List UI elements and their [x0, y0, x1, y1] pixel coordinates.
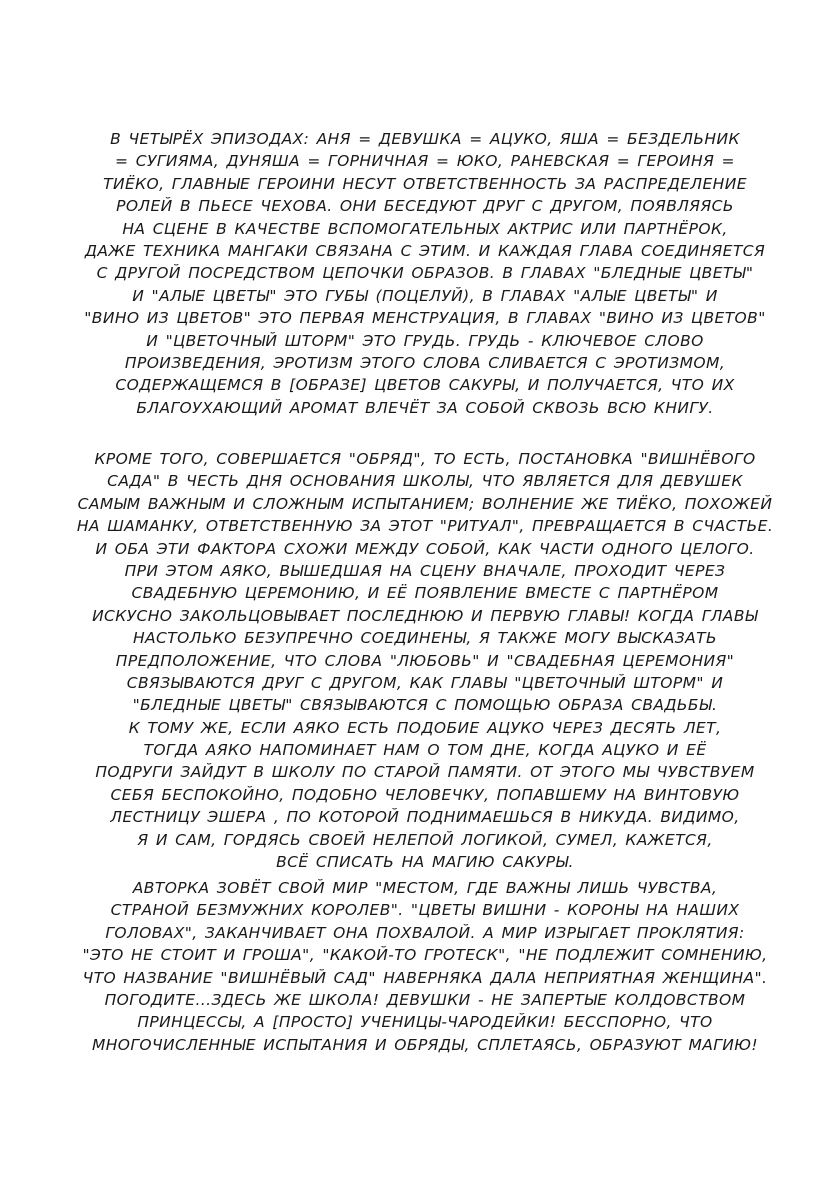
- text-line: ЧТО НАЗВАНИЕ "ВИШНЁВЫЙ САД" НАВЕРНЯКА ДАЛА НЕПРИЯТНАЯ ЖЕНЩИНА".: [82, 968, 768, 987]
- paragraph-1: [60, 128, 790, 419]
- text-line: САДА" В ЧЕСТЬ ДНЯ ОСНОВАНИЯ ШКОЛЫ, ЧТО ЯВЛЯЕТСЯ ДЛЯ ДЕВУШЕК: [107, 472, 743, 491]
- text-line: ПРИНЦЕССЫ, А [ПРОСТО] УЧЕНИЦЫ-ЧАРОДЕЙКИ! БЕССПОРНО, ЧТО: [137, 1013, 713, 1032]
- text-line: РОЛЕЙ В ПЬЕСЕ ЧЕХОВА. ОНИ БЕСЕДУЮТ ДРУГ С ДРУГОМ, ПОЯВЛЯЯСЬ: [116, 197, 734, 216]
- text-line: СТРАНОЙ БЕЗМУЖНИХ КОРОЛЕВ". "ЦВЕТЫ ВИШНИ - КОРОНЫ НА НАШИХ: [110, 901, 740, 920]
- text-line: СОДЕРЖАЩЕМСЯ В [ОБРАЗЕ] ЦВЕТОВ САКУРЫ, И ПОЛУЧАЕТСЯ, ЧТО ИХ: [115, 376, 735, 395]
- text-line: ПРОИЗВЕДЕНИЯ, ЭРОТИЗМ ЭТОГО СЛОВА СЛИВАЕТСЯ С ЭРОТИЗМОМ,: [124, 353, 726, 372]
- text-line: НАСТОЛЬКО БЕЗУПРЕЧНО СОЕДИНЕНЫ, Я ТАКЖЕ МОГУ ВЫСКАЗАТЬ: [132, 629, 718, 648]
- text-line: "БЛЕДНЫЕ ЦВЕТЫ" СВЯЗЫВАЮТСЯ С ПОМОЩЬЮ ОБРАЗА СВАДЬБЫ.: [132, 696, 718, 715]
- text-line: АВТОРКА ЗОВЁТ СВОЙ МИР "МЕСТОМ, ГДЕ ВАЖНЫ ЛИШЬ ЧУВСТВА,: [132, 879, 718, 897]
- text-line: СЕБЯ БЕСПОКОЙНО, ПОДОБНО ЧЕЛОВЕЧКУ, ПОПАВШЕМУ НА ВИНТОВУЮ: [110, 785, 740, 804]
- paragraph-2: [60, 448, 790, 873]
- text-line: И ОБА ЭТИ ФАКТОРА СХОЖИ МЕЖДУ СОБОЙ, КАК ЧАСТИ ОДНОГО ЦЕЛОГО.: [95, 539, 755, 558]
- text-line: ВСЁ СПИСАТЬ НА МАГИЮ САКУРЫ.: [276, 853, 574, 872]
- text-line: ТОГДА АЯКО НАПОМИНАЕТ НАМ О ТОМ ДНЕ, КОГДА АЦУКО И ЕЁ: [143, 741, 707, 760]
- text-line: И "АЛЫЕ ЦВЕТЫ" ЭТО ГУБЫ (ПОЦЕЛУЙ), В ГЛАВАХ "АЛЫЕ ЦВЕТЫ" И: [132, 286, 718, 305]
- text-line: ПРЕДПОЛОЖЕНИЕ, ЧТО СЛОВА "ЛЮБОВЬ" И "СВАДЕБНАЯ ЦЕРЕМОНИЯ": [115, 651, 735, 670]
- text-line: СВЯЗЫВАЮТСЯ ДРУГ С ДРУГОМ, КАК ГЛАВЫ "ЦВЕТОЧНЫЙ ШТОРМ" И: [126, 673, 724, 692]
- text-line: "ЭТО НЕ СТОИТ И ГРОША", "КАКОЙ-ТО ГРОТЕСК", "НЕ ПОДЛЕЖИТ СОМНЕНИЮ,: [82, 946, 768, 965]
- text-line: САМЫМ ВАЖНЫМ И СЛОЖНЫМ ИСПЫТАНИЕМ; ВОЛНЕНИЕ ЖЕ ТИЁКО, ПОХОЖЕЙ: [77, 494, 773, 513]
- text-line: ЛЕСТНИЦУ ЭШЕРА , ПО КОТОРОЙ ПОДНИМАЕШЬСЯ В НИКУДА. ВИДИМО,: [110, 808, 740, 827]
- text-line: СВАДЕБНУЮ ЦЕРЕМОНИЮ, И ЕЁ ПОЯВЛЕНИЕ ВМЕСТЕ С ПАРТНЁРОМ: [131, 584, 719, 603]
- text-line: = СУГИЯМА, ДУНЯША = ГОРНИЧНАЯ = ЮКО, РАНЕВСКАЯ = ГЕРОИНЯ =: [115, 152, 735, 171]
- text-line: Я И САМ, ГОРДЯСЬ СВОЕЙ НЕЛЕПОЙ ЛОГИКОЙ, СУМЕЛ, КАЖЕТСЯ,: [137, 830, 713, 849]
- text-line: И "ЦВЕТОЧНЫЙ ШТОРМ" ЭТО ГРУДЬ. ГРУДЬ - КЛЮЧЕВОЕ СЛОВО: [146, 331, 704, 350]
- text-line: БЛАГОУХАЮЩИЙ АРОМАТ ВЛЕЧЁТ ЗА СОБОЙ СКВОЗЬ ВСЮ КНИГУ.: [136, 398, 714, 417]
- text-line: ТИЁКО, ГЛАВНЫЕ ГЕРОИНИ НЕСУТ ОТВЕТСТВЕННОСТЬ ЗА РАСПРЕДЕЛЕНИЕ: [103, 174, 747, 193]
- text-line: НА СЦЕНЕ В КАЧЕСТВЕ ВСПОМОГАТЕЛЬНЫХ АКТРИС ИЛИ ПАРТНЁРОК,: [122, 219, 728, 238]
- text-line: МНОГОЧИСЛЕННЫЕ ИСПЫТАНИЯ И ОБРЯДЫ, СПЛЕТАЯСЬ, ОБРАЗУЮТ МАГИЮ!: [91, 1035, 759, 1054]
- text-line: ПОДРУГИ ЗАЙДУТ В ШКОЛУ ПО СТАРОЙ ПАМЯТИ. ОТ ЭТОГО МЫ ЧУВСТВУЕМ: [95, 763, 755, 782]
- text-line: ПОГОДИТЕ...ЗДЕСЬ ЖЕ ШКОЛА! ДЕВУШКИ - НЕ ЗАПЕРТЫЕ КОЛДОВСТВОМ: [104, 990, 746, 1009]
- paragraph-3: [60, 877, 790, 1056]
- text-line: КРОМЕ ТОГО, СОВЕРШАЕТСЯ "ОБРЯД", ТО ЕСТЬ, ПОСТАНОВКА "ВИШНЁВОГО: [94, 450, 756, 468]
- text-line: "ВИНО ИЗ ЦВЕТОВ" ЭТО ПЕРВАЯ МЕНСТРУАЦИЯ, В ГЛАВАХ "ВИНО ИЗ ЦВЕТОВ": [84, 309, 766, 328]
- text-line: ИСКУСНО ЗАКОЛЬЦОВЫВАЕТ ПОСЛЕДНЮЮ И ПЕРВУЮ ГЛАВЫ! КОГДА ГЛАВЫ: [92, 606, 758, 625]
- text-line: С ДРУГОЙ ПОСРЕДСТВОМ ЦЕПОЧКИ ОБРАЗОВ. В ГЛАВАХ "БЛЕДНЫЕ ЦВЕТЫ": [96, 264, 754, 283]
- text-line: В ЧЕТЫРЁХ ЭПИЗОДАХ: АНЯ = ДЕВУШКА = АЦУКО, ЯША = БЕЗДЕЛЬНИК: [110, 130, 740, 148]
- text-line: ПРИ ЭТОМ АЯКО, ВЫШЕДШАЯ НА СЦЕНУ ВНАЧАЛЕ, ПРОХОДИТ ЧЕРЕЗ: [124, 561, 726, 580]
- text-line: ДАЖЕ ТЕХНИКА МАНГАКИ СВЯЗАНА С ЭТИМ. И КАЖДАЯ ГЛАВА СОЕДИНЯЕТСЯ: [84, 241, 766, 260]
- text-line: НА ШАМАНКУ, ОТВЕТСТВЕННУЮ ЗА ЭТОТ "РИТУАЛ", ПРЕВРАЩАЕТСЯ В СЧАСТЬЕ.: [76, 517, 774, 536]
- text-line: К ТОМУ ЖЕ, ЕСЛИ АЯКО ЕСТЬ ПОДОБИЕ АЦУКО ЧЕРЕЗ ДЕСЯТЬ ЛЕТ,: [128, 718, 722, 737]
- text-line: ГОЛОВАХ", ЗАКАНЧИВАЕТ ОНА ПОХВАЛОЙ. А МИР ИЗРЫГАЕТ ПРОКЛЯТИЯ:: [105, 923, 745, 942]
